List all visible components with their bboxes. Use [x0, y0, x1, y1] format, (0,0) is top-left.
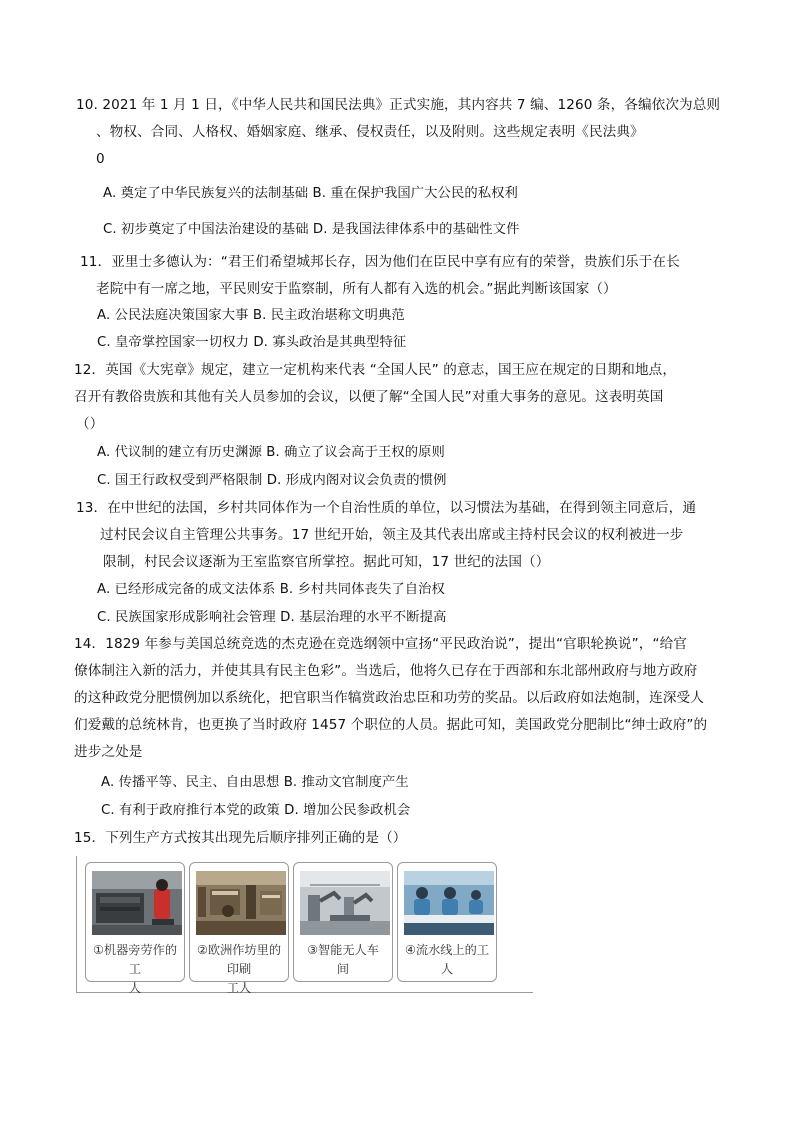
q13-stem-line2: 过村民会议自主管理公共事务。17 世纪开始，领主及其代表出席或主持村民会议的权利被进一步	[100, 527, 684, 543]
caption-1-line1: ①机器旁劳作的工	[92, 943, 178, 976]
q13-options-line2: C. 民族国家形成影响社会管理 D. 基层治理的水平不断提高	[97, 610, 447, 625]
q14-stem-line5: 进步之处是	[74, 744, 143, 760]
q10-options-line2: C. 初步奠定了中国法治建设的基础 D. 是我国法律体系中的基础性文件	[103, 222, 520, 237]
q13-stem-line1: 13．在中世纪的法国，乡村共同体作为一个自治性质的单位，以习惯法为基础，在得到领主同意后，通	[76, 500, 697, 516]
q13-stem-line3: 限制，村民会议逐渐为王室监察官所掌控。据此可知，17 世纪的法国（）	[103, 554, 550, 570]
q14-stem-line2: 僚体制注入新的活力，并使其具有民主色彩”。当选后，他将久已存在于西部和东北部州政府与地方政府	[74, 663, 698, 679]
printing-workshop-photo	[196, 871, 286, 935]
q13-options-line1: A. 已经形成完备的成文法体系 B. 乡村共同体丧失了自治权	[97, 582, 445, 597]
factory-worker-photo	[92, 871, 182, 935]
image-panel-3	[293, 862, 393, 982]
q12-stem-line2: 召开有教俗贵族和其他有关人员参加的会议，以便了解“全国人民”对重大事务的意见。这表明英国	[74, 389, 664, 405]
caption-3-line1: ③智能无人车	[307, 943, 379, 957]
q10-stem-line2: 、物权、合同、人格权、婚姻家庭、继承、侵权责任，以及附则。这些规定表明《民法典》	[96, 124, 644, 140]
q12-options-line1: A. 代议制的建立有历史渊源 B. 确立了议会高于王权的原则	[97, 445, 445, 460]
image-panel-4	[397, 862, 497, 982]
q14-stem-line3: 的这种政党分肥惯例加以系统化，把官职当作犒赏政治忠臣和功劳的奖品。以后政府如法炮制，连深受人	[74, 690, 704, 706]
caption-4	[402, 941, 492, 979]
q10-stem-line1: 10. 2021 年 1 月 1 日，《中华人民共和国民法典》正式实施，其内容共 7 编、1260 条，各编依次为总则	[76, 97, 721, 113]
image-panel-1	[85, 862, 185, 995]
caption-1	[90, 941, 180, 998]
caption-2	[194, 941, 284, 998]
q11-options-line2: C. 皇帝掌控国家一切权力 D. 寡头政治是其典型特征	[97, 335, 407, 350]
q14-stem-line1: 14．1829 年参与美国总统竞选的杰克逊在竞选纲领中宣扬“平民政治说”，提出“官职轮换说”，“给官	[74, 636, 687, 652]
q14-options-line2: C. 有利于政府推行本党的政策 D. 增加公民参政机会	[101, 803, 411, 818]
q12-stem-line1: 12．英国《大宪章》规定，建立一定机构来代表 “全国人民” 的意志，国王应在规定的日期和地点，	[74, 362, 677, 378]
caption-4-line2: 人	[440, 962, 454, 976]
q11-stem-line2: 老院中有一席之地，平民则安于监察制，所有人都有入选的机会。”据此判断该国家（）	[96, 281, 617, 297]
q11-stem-line1: 11．亚里士多德认为：“君王们希望城邦长存，因为他们在臣民中享有应有的荣誉，贵族们乐于在长	[80, 254, 680, 270]
image-panel-2	[189, 862, 289, 995]
assembly-line-photo	[404, 871, 494, 935]
caption-2-line2: 工人	[226, 981, 252, 995]
q12-options-line2: C. 国王行政权受到严格限制 D. 形成内阁对议会负责的惯例	[97, 473, 447, 488]
q12-stem-line3: （）	[76, 416, 104, 432]
q15-image-group	[76, 856, 533, 993]
caption-3	[298, 941, 388, 979]
robot-workshop-photo	[300, 871, 390, 935]
caption-2-line1: ②欧洲作坊里的印刷	[196, 943, 282, 976]
caption-3-line2: 间	[336, 962, 350, 976]
caption-1-line2: 人	[128, 981, 142, 995]
q14-stem-line4: 们爱戴的总统林肯，也更换了当时政府 1457 个职位的人员。据此可知，美国政党分肥制比“绅士政府”的	[74, 717, 708, 733]
q15-stem-line1: 15．下列生产方式按其出现先后顺序排列正确的是（）	[74, 830, 407, 846]
caption-4-line1: ④流水线上的工	[404, 943, 490, 957]
q11-options-line1: A. 公民法庭决策国家大事 B. 民主政治堪称文明典范	[97, 308, 405, 323]
q14-options-line1: A. 传播平等、民主、自由思想 B. 推动文官制度产生	[101, 775, 409, 790]
q10-stem-line3: 0	[96, 151, 105, 167]
q10-options-line1: A. 奠定了中华民族复兴的法制基础 B. 重在保护我国广大公民的私权利	[103, 186, 518, 201]
